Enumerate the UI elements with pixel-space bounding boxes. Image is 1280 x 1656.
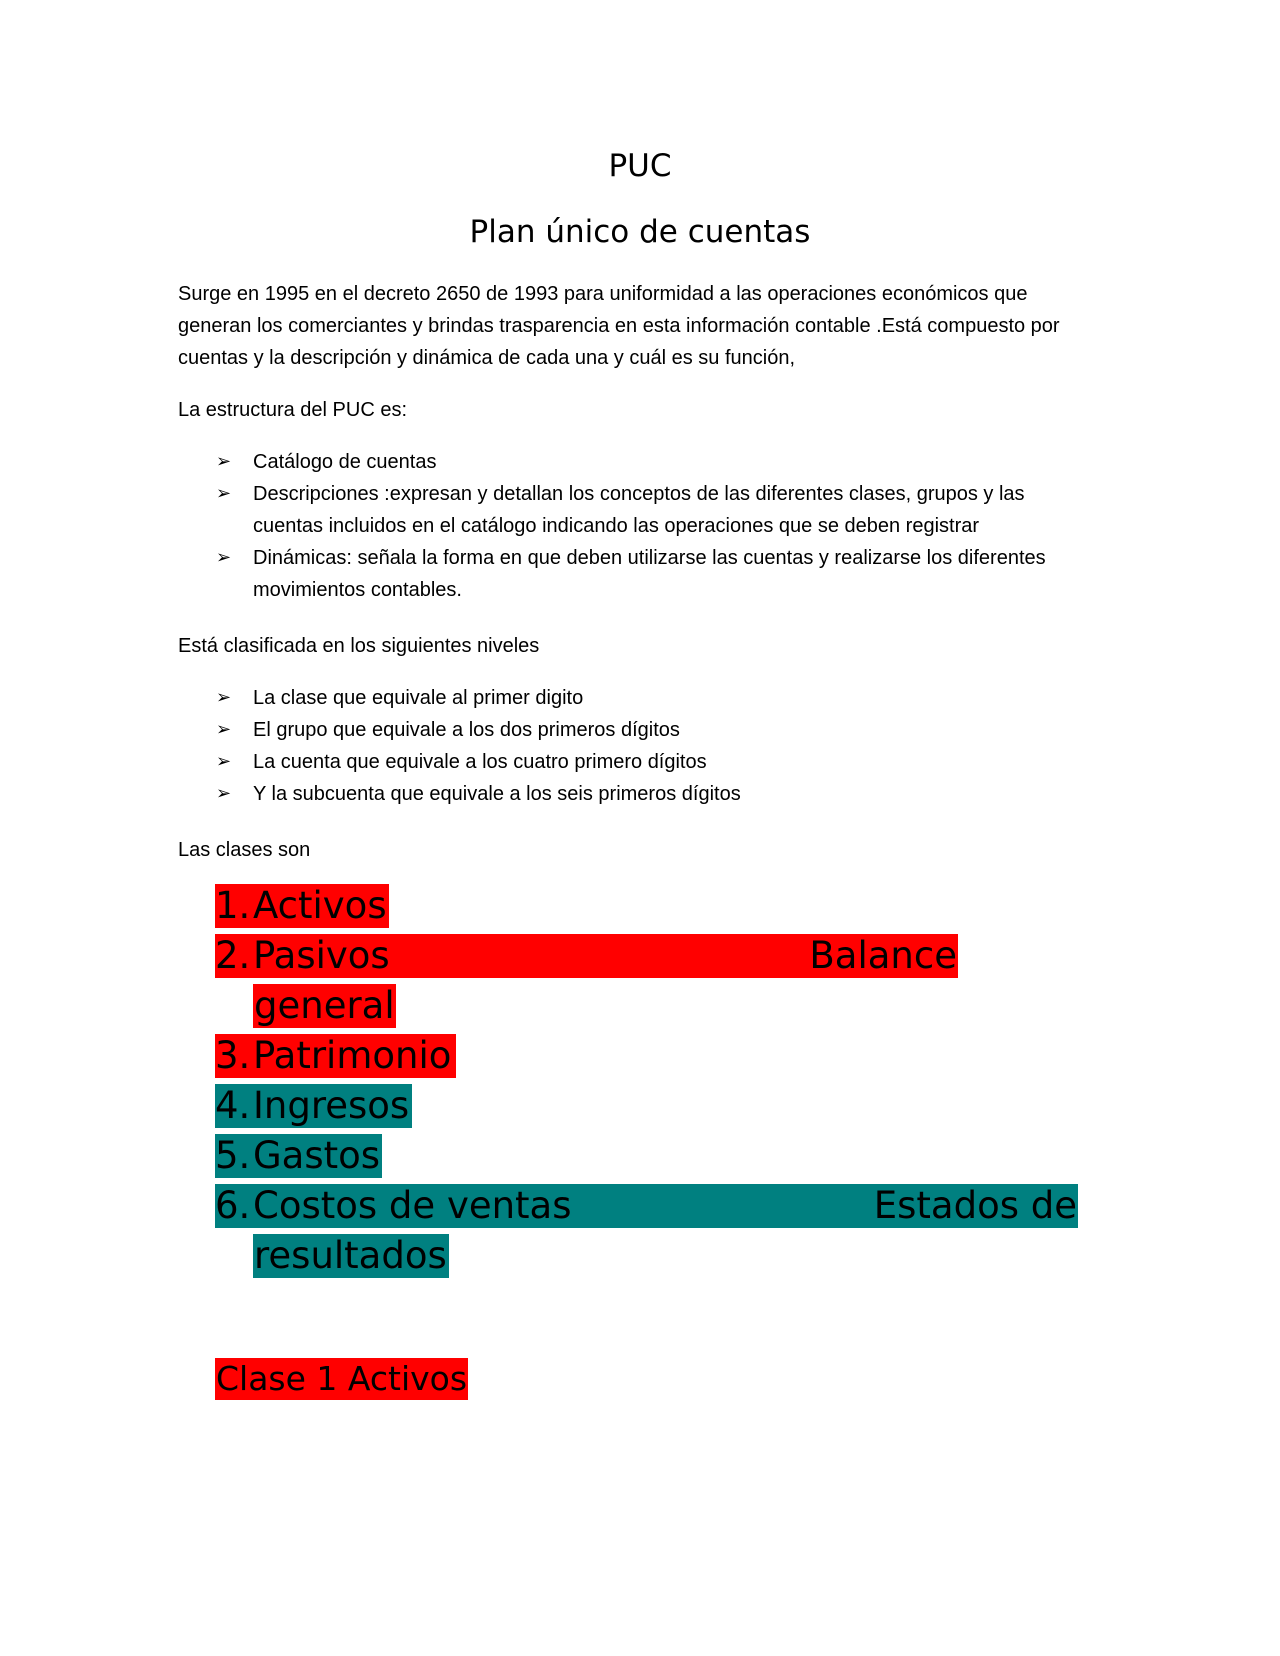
group-label: Estados de — [873, 1184, 1077, 1227]
group-label: resultados — [254, 1234, 447, 1277]
clase-label: Gastos — [253, 1134, 381, 1177]
list-item-text: Dinámicas: señala la forma en que deben utilizarse las cuentas y realizarse los diferentes movimientos contables. — [253, 547, 1046, 601]
document-subtitle: Plan único de cuentas — [469, 214, 811, 250]
list-item — [178, 746, 1088, 778]
clase-number: 6. — [215, 1184, 251, 1227]
arrow-bullet-icon: ➢ — [216, 719, 232, 740]
arrow-bullet-icon: ➢ — [216, 547, 232, 568]
clase-label: Costos de ventas — [253, 1184, 572, 1227]
list-item-text: Descripciones :expresan y detallan los conceptos de las diferentes clases, grupos y las cuentas incluidos en el catálogo indicando las operaciones que se deben registrar — [253, 483, 1025, 537]
clase-number: 4. — [215, 1084, 251, 1127]
arrow-bullet-icon: ➢ — [216, 687, 232, 708]
clase-number: 3. — [215, 1034, 251, 1077]
clase-label: Patrimonio — [253, 1034, 452, 1077]
clase-number: 5. — [215, 1134, 251, 1177]
clase-label: Ingresos — [253, 1084, 410, 1127]
document-title: PUC — [608, 148, 672, 184]
clase1-heading: Clase 1 Activos — [216, 1359, 468, 1398]
clases-label: Las clases son — [178, 839, 311, 861]
highlight-bar — [215, 884, 389, 928]
highlight-bar — [215, 1034, 456, 1078]
highlight-bar — [215, 1184, 1078, 1228]
list-item-text: La clase que equivale al primer digito — [253, 687, 584, 709]
estructura-label: La estructura del PUC es: — [178, 399, 407, 421]
niveles-list — [178, 682, 1088, 810]
arrow-bullet-icon: ➢ — [216, 451, 232, 472]
list-item-text: Y la subcuenta que equivale a los seis primeros dígitos — [253, 783, 741, 805]
group-label: Balance — [809, 934, 957, 977]
list-item — [178, 446, 1088, 478]
highlight-bar — [215, 1134, 382, 1178]
highlight-bar — [215, 1084, 412, 1128]
highlight-bar — [253, 984, 396, 1028]
intro-paragraph: Surge en 1995 en el decreto 2650 de 1993 para uniformidad a las operaciones económicos que generan los comerciantes y brindas trasparencia en esta información contable .Está compuesto por cuentas y la descripción y dinámica de cada una y cuál es su función, — [178, 283, 1060, 369]
list-item-text: La cuenta que equivale a los cuatro primero dígitos — [253, 751, 707, 773]
arrow-bullet-icon: ➢ — [216, 751, 232, 772]
arrow-bullet-icon: ➢ — [216, 483, 232, 504]
list-item — [178, 542, 1088, 606]
list-item-text: El grupo que equivale a los dos primeros dígitos — [253, 719, 680, 741]
group-label: general — [254, 984, 395, 1027]
list-item — [178, 478, 1088, 542]
list-item — [178, 778, 1088, 810]
arrow-bullet-icon: ➢ — [216, 783, 232, 804]
list-item — [178, 714, 1088, 746]
clase-number: 2. — [215, 934, 251, 977]
niveles-label: Está clasificada en los siguientes niveles — [178, 635, 540, 657]
list-item — [178, 682, 1088, 714]
highlight-bar — [253, 1234, 449, 1278]
estructura-list — [178, 446, 1088, 606]
clase-number: 1. — [215, 884, 251, 927]
clase-label: Pasivos — [253, 934, 390, 977]
list-item-text: Catálogo de cuentas — [253, 451, 437, 473]
clase-label: Activos — [253, 884, 387, 927]
highlight-bar — [215, 934, 958, 978]
